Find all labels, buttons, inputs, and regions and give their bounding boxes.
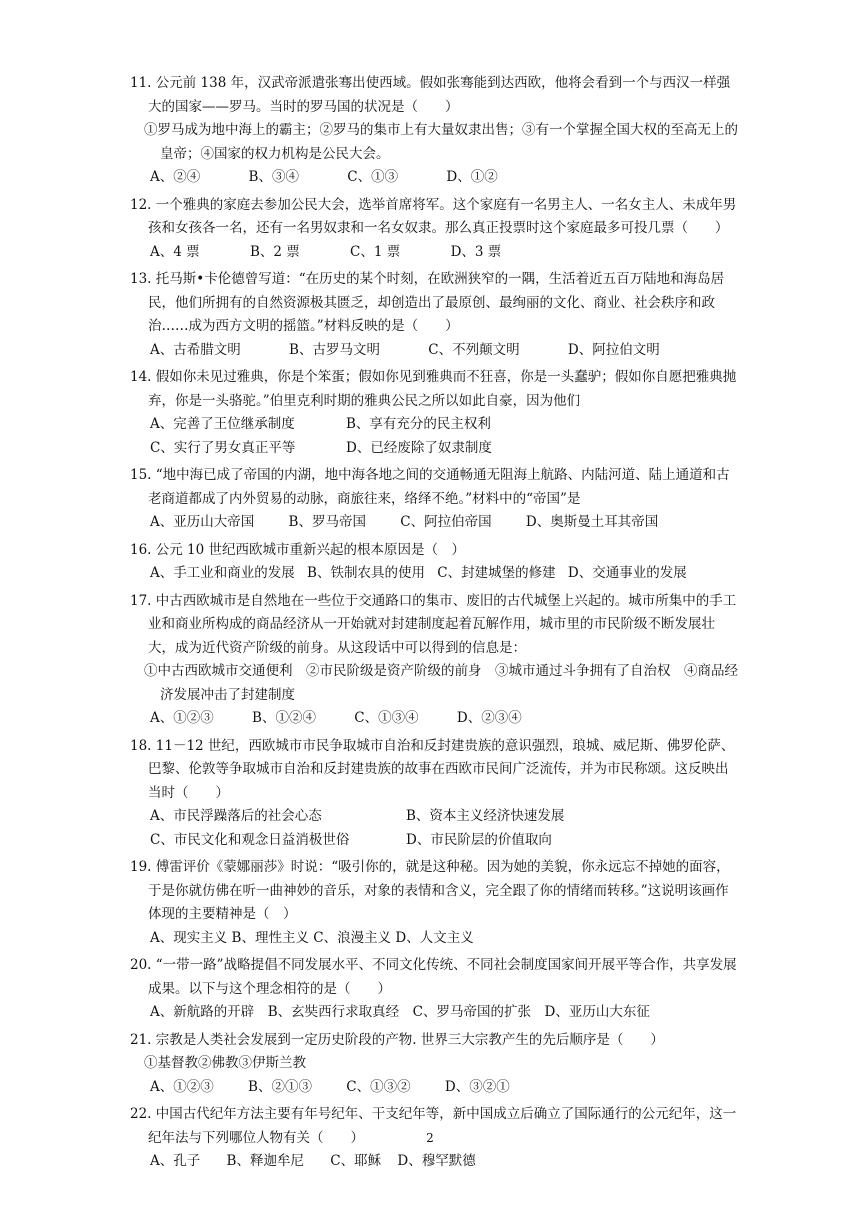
option-b: B、铁制农具的使用 (307, 565, 425, 581)
option-b: B、2 票 (249, 243, 300, 260)
option-a: A、古希腊文明 (150, 341, 241, 358)
question-stem: 22. 中国古代纪年方法主要有年号纪年、干支纪年等，新中国成立后确立了国际通行的公元纪年，这一纪年法与下列哪位人物有关（ ） (130, 1106, 737, 1146)
question-19 (130, 856, 740, 950)
option-a: A、②④ (150, 169, 201, 185)
question-options (130, 1001, 740, 1025)
option-row: A、新航路的开辟 B、玄奘西行求取真经 C、罗马帝国的扩张 D、亚历山大东征 (150, 1004, 650, 1020)
question-options (130, 1076, 740, 1100)
option-d: D、①② (446, 169, 498, 185)
question-16 (130, 539, 740, 586)
question-stem: 17. 中古西欧城市是自然地在一些位于交通路口的集市、废旧的古代城堡上兴起的。城市所集中的手工业和商业所构成的商品经济从一开始就对封建制度起着瓦解作用，城市里的市民阶级不断发展壮大，成为近代资产阶级的前身。从这段话中可以得到的信息是： (130, 592, 737, 656)
question-stem: 13. 托马斯•卡伦德曾写道：“在历史的某个时刻，在欧洲狭窄的一隅，生活着近五百万陆地和海岛居民，他们所拥有的自然资源极其匮乏，却创造出了最原创、最绚丽的文化、商业、社会秩序和政治……成为西方文明的摇篮。”材料反映的是（ ） (130, 271, 725, 334)
option-d: D、③②① (444, 1078, 510, 1095)
option-a: A、亚历山大帝国 (150, 514, 255, 530)
option-d: D、交通事业的发展 (567, 565, 687, 581)
option-b: B、②①③ (248, 1078, 312, 1095)
option-c: C、封建城堡的修建 (437, 565, 556, 581)
question-options (130, 1150, 740, 1174)
option-a: A、手工业和商业的发展 (150, 565, 295, 581)
option-d: D、已经废除了奴隶制度 (346, 439, 492, 456)
question-stem: 11. 公元前 138 年，汉武帝派遣张骞出使西域。假如张骞能到达西欧，他将会看到一个与西汉一样强大的国家——罗马。当时的罗马国的状况是（ ） (130, 75, 731, 115)
question-21 (130, 1029, 740, 1100)
option-a: A、①②③ (150, 710, 214, 726)
question-18 (130, 735, 740, 853)
option-b: B、罗马帝国 (288, 514, 366, 530)
option-a: A、完善了王位继承制度 (150, 416, 295, 432)
option-b: B、①②④ (252, 710, 316, 726)
option-a: A、4 票 (150, 243, 200, 260)
question-stem: 15. “地中海已成了帝国的内湖，地中海各地之间的交通畅通无阻海上航路、内陆河道、陆上通道和古老商道都成了内外贸易的动脉，商旅往来，络绎不绝。”材料中的“帝国”是 (130, 467, 730, 507)
question-options (130, 562, 740, 586)
option-d: D、市民阶层的价值取向 (406, 831, 552, 848)
question-stem: 12. 一个雅典的家庭去参加公民大会，选举首席将军。这个家庭有一名男主人、一名女主人、未成年男孩和女孩各一名，还有一名男奴隶和一名女奴隶。那么真正投票时这个家庭最多可投几票（ ） (130, 196, 737, 236)
option-c: C、实行了男女真正平等 (150, 439, 296, 456)
question-options (130, 805, 740, 852)
question-stem: 21. 宗教是人类社会发展到一定历史阶段的产物. 世界三大宗教产生的先后顺序是（ ） (130, 1031, 664, 1048)
question-statements: ①罗马成为地中海上的霸主；②罗马的集市上有大量奴隶出售；③有一个掌握全国大权的至高无上的皇帝；④国家的权力机构是公民大会。 (144, 122, 738, 162)
option-d: D、阿拉伯文明 (567, 341, 660, 358)
question-options (130, 166, 740, 190)
option-d: D、②③④ (456, 710, 522, 726)
question-17 (130, 590, 740, 731)
option-c: C、耶稣 (330, 1153, 382, 1169)
question-options (130, 927, 740, 951)
option-c: C、①③④ (354, 710, 419, 726)
question-stem: 16. 公元 10 世纪西欧城市重新兴起的根本原因是（ ） (130, 541, 466, 558)
option-d: D、穆罕默德 (397, 1153, 476, 1169)
option-c: C、1 票 (350, 243, 401, 260)
question-options (130, 241, 740, 265)
option-c: C、①③ (347, 169, 399, 185)
option-d: D、3 票 (450, 243, 502, 260)
option-b: B、资本主义经济快速发展 (406, 808, 565, 824)
option-row: A、现实主义 B、理性主义 C、浪漫主义 D、人文主义 (150, 929, 474, 946)
question-options (130, 339, 740, 363)
option-a: A、市民浮躁落后的社会心态 (150, 808, 322, 824)
question-14 (130, 366, 740, 460)
option-c: C、市民文化和观念日益消极世俗 (150, 831, 350, 848)
option-c: C、阿拉伯帝国 (400, 514, 492, 530)
question-11 (130, 72, 740, 190)
option-b: B、古罗马文明 (289, 341, 380, 358)
question-20 (130, 954, 740, 1025)
question-stem: 18. 11－12 世纪，西欧城市市民争取城市自治和反封建贵族的意识强烈，琅城、威尼斯、佛罗伦萨、巴黎、伦敦等争取城市自治和反封建贵族的故事在西欧市民间广泛流传，并为市民称颂。这反映出当时（ ） (130, 737, 735, 801)
option-d: D、奥斯曼土耳其帝国 (525, 514, 659, 530)
option-a: A、孔子 (150, 1153, 201, 1169)
question-stem: 14. 假如你未见过雅典，你是个笨蛋；假如你见到雅典而不狂喜，你是一头蠢驴；假如你自愿把雅典抛弃，你是一头骆驼。”伯里克利时期的雅典公民之所以如此自豪，因为他们 (130, 369, 737, 409)
question-12 (130, 194, 740, 265)
question-options (130, 413, 740, 460)
option-c: C、①③② (346, 1078, 411, 1095)
page-number: 2 (426, 1131, 434, 1145)
option-a: A、①②③ (150, 1078, 214, 1095)
question-options (130, 707, 740, 731)
option-b: B、释迦牟尼 (226, 1153, 304, 1169)
option-b: B、享有充分的民主权利 (346, 416, 491, 432)
question-statements: ①基督教②佛教③伊斯兰教 (144, 1055, 306, 1071)
question-stem: 19. 傅雷评价《蒙娜丽莎》时说：“吸引你的，就是这种秘。因为她的美貌，你永远忘不掉她的面容，于是你就仿佛在听一曲神妙的音乐，对象的表情和含义，完全跟了你的情绪而转移。”这说明该画作体现的主要精神是（ ） (130, 859, 730, 922)
option-c: C、不列颠文明 (428, 341, 520, 358)
question-list (130, 72, 740, 1178)
question-statements: ①中古西欧城市交通便利 ②市民阶级是资产阶级的前身 ③城市通过斗争拥有了自治权 ④商品经济发展冲击了封建制度 (144, 663, 738, 703)
option-b: B、③④ (248, 169, 299, 185)
question-13 (130, 268, 740, 362)
question-15 (130, 464, 740, 535)
question-stem: 20. “一带一路”战略提倡不同发展水平、不同文化传统、不同社会制度国家间开展平等合作，共享发展成果。以下与这个理念相符的是（ ） (130, 957, 737, 997)
question-options (130, 511, 740, 535)
